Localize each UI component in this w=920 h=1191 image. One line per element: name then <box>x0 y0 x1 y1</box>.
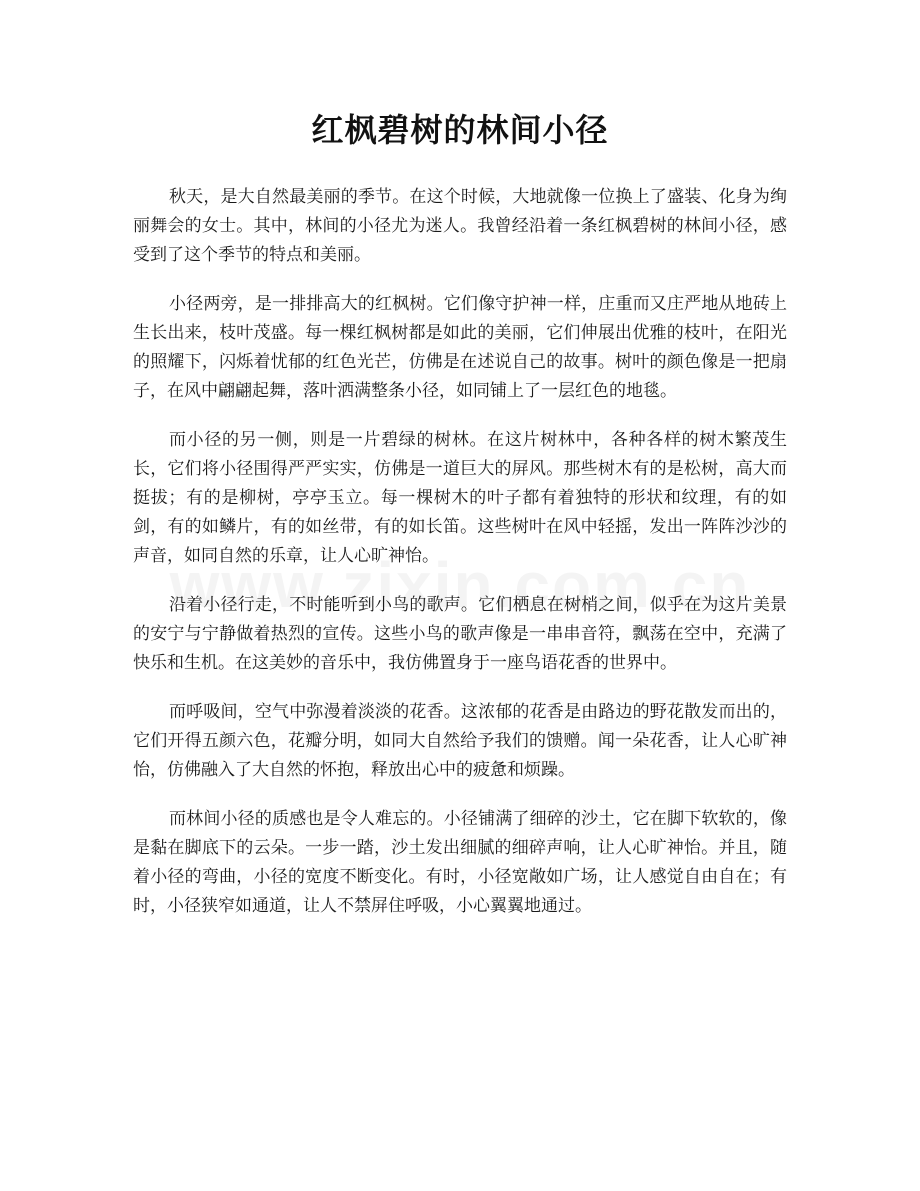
document-body <box>133 183 787 941</box>
paragraph-5: 而呼吸间，空气中弥漫着淡淡的花香。这浓郁的花香是由路边的野花散发而出的，它们开得五颜六色，花瓣分明，如同大自然给予我们的馈赠。闻一朵花香，让人心旷神怡，仿佛融入了大自然的怀抱，释放出心中的疲惫和烦躁。 <box>133 702 787 780</box>
paragraph-3: 而小径的另一侧，则是一片碧绿的树林。在这片树林中，各种各样的树木繁茂生长，它们将小径围得严严实实，仿佛是一道巨大的屏风。那些树木有的是松树，高大而挺拔；有的是柳树，亭亭玉立。每一棵树木的叶子都有着独特的形状和纹理，有的如剑，有的如鳞片，有的如丝带，有的如长笛。这些树叶在风中轻摇，发出一阵阵沙沙的声音，如同自然的乐章，让人心旷神怡。 <box>133 430 787 566</box>
document-title: 红枫碧树的林间小径 <box>311 111 609 149</box>
paragraph-2: 小径两旁，是一排排高大的红枫树。它们像守护神一样，庄重而又庄严地从地砖上生长出来，枝叶茂盛。每一棵红枫树都是如此的美丽，它们伸展出优雅的枝叶，在阳光的照耀下，闪烁着忧郁的红色光芒，仿佛是在述说自己的故事。树叶的颜色像是一把扇子，在风中翩翩起舞，落叶洒满整条小径，如同铺上了一层红色的地毯。 <box>133 294 787 401</box>
paragraph-4: 沿着小径行走，不时能听到小鸟的歌声。它们栖息在树梢之间，似乎在为这片美景的安宁与宁静做着热烈的宣传。这些小鸟的歌声像是一串串音符，飘荡在空中，充满了快乐和生机。在这美妙的音乐中，我仿佛置身于一座鸟语花香的世界中。 <box>133 595 787 673</box>
paragraph-1: 秋天，是大自然最美丽的季节。在这个时候，大地就像一位换上了盛装、化身为绚丽舞会的女士。其中，林间的小径尤为迷人。我曾经沿着一条红枫碧树的林间小径，感受到了这个季节的特点和美丽。 <box>133 187 787 265</box>
paragraph-6: 而林间小径的质感也是令人难忘的。小径铺满了细碎的沙土，它在脚下软软的，像是黏在脚底下的云朵。一步一踏，沙土发出细腻的细碎声响，让人心旷神怡。并且，随着小径的弯曲，小径的宽度不断变化。有时，小径宽敞如广场，让人感觉自由自在；有时，小径狭窄如通道，让人不禁屏住呼吸，小心翼翼地通过。 <box>133 809 787 916</box>
